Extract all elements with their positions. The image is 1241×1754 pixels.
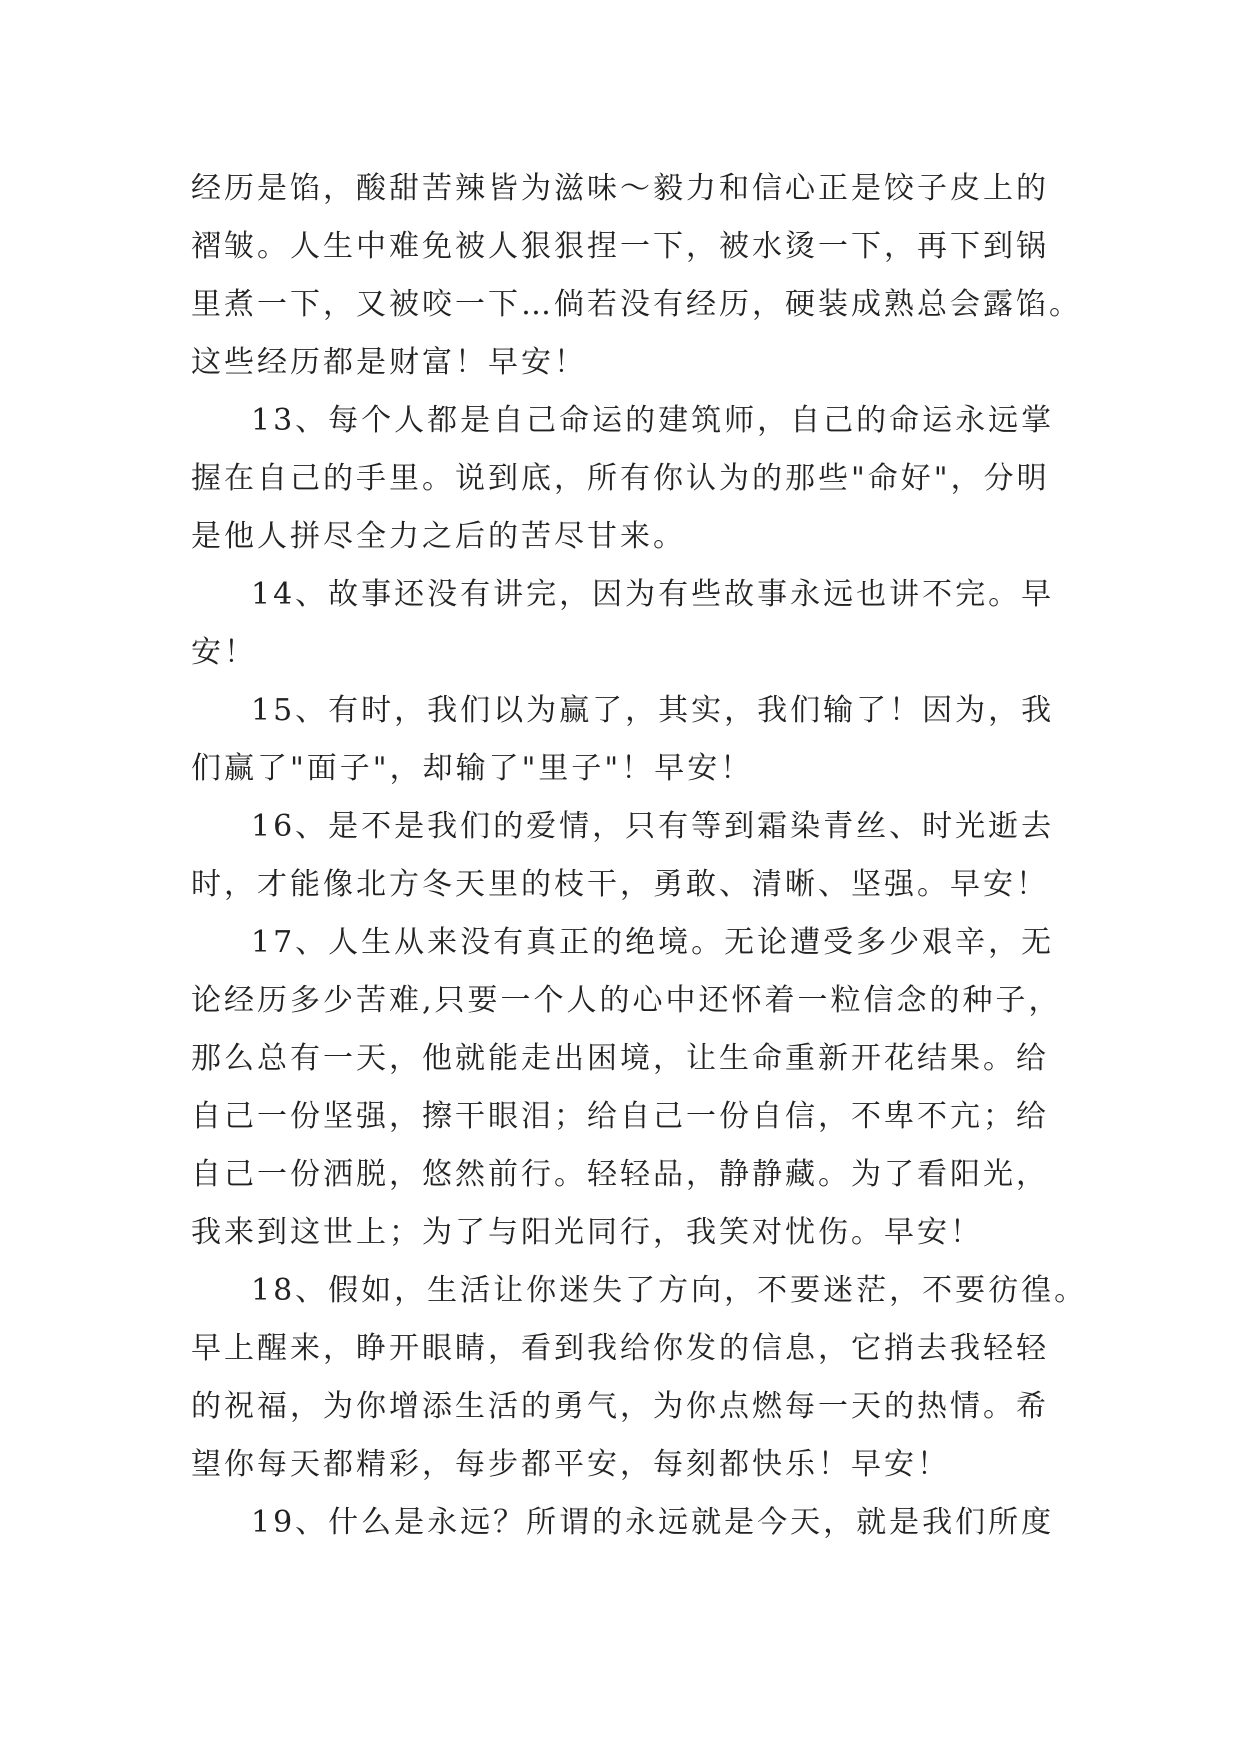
paragraph-line: 早上醒来，睁开眼睛，看到我给你发的信息，它捎去我轻轻 <box>191 1331 1049 1366</box>
paragraph-line: 的祝福，为你增添生活的勇气，为你点燃每一天的热情。希 <box>191 1389 1049 1424</box>
paragraph-line: 19、什么是永远？所谓的永远就是今天，就是我们所度 <box>251 1505 1055 1540</box>
paragraph-line: 经历是馅，酸甜苦辣皆为滋味～毅力和信心正是饺子皮上的 <box>191 171 1049 206</box>
paragraph-line: 自己一份洒脱，悠然前行。轻轻品，静静藏。为了看阳光， <box>191 1157 1049 1192</box>
paragraph-line: 13、每个人都是自己命运的建筑师，自己的命运永远掌 <box>251 403 1055 438</box>
paragraph-line: 15、有时，我们以为赢了，其实，我们输了！因为，我 <box>251 693 1055 728</box>
paragraph-line: 时，才能像北方冬天里的枝干，勇敢、清晰、坚强。早安！ <box>191 867 1049 902</box>
paragraph-line: 我来到这世上；为了与阳光同行，我笑对忧伤。早安！ <box>191 1215 983 1250</box>
document-body <box>191 160 1088 1552</box>
paragraph-line: 里煮一下，又被咬一下…倘若没有经历，硬装成熟总会露馅。 <box>191 287 1082 322</box>
paragraph-line: 望你每天都精彩，每步都平安，每刻都快乐！早安！ <box>191 1447 950 1482</box>
paragraph-line: 是他人拼尽全力之后的苦尽甘来。 <box>191 519 686 554</box>
paragraph-line: 14、故事还没有讲完，因为有些故事永远也讲不完。早 <box>251 577 1055 612</box>
paragraph-line: 那么总有一天，他就能走出困境，让生命重新开花结果。给 <box>191 1041 1049 1076</box>
paragraph-line: 17、人生从来没有真正的绝境。无论遭受多少艰辛，无 <box>251 925 1055 960</box>
paragraph-line: 褶皱。人生中难免被人狠狠捏一下，被水烫一下，再下到锅 <box>191 229 1049 264</box>
paragraph-line: 们赢了"面子"，却输了"里子"！早安！ <box>191 751 754 786</box>
paragraph-line: 18、假如，生活让你迷失了方向，不要迷茫，不要彷徨。 <box>251 1273 1088 1308</box>
paragraph-line: 握在自己的手里。说到底，所有你认为的那些"命好"，分明 <box>191 461 1050 496</box>
paragraph-line: 这些经历都是财富！早安！ <box>191 345 587 380</box>
paragraph-line: 论经历多少苦难,只要一个人的心中还怀着一粒信念的种子， <box>191 983 1062 1018</box>
paragraph-line: 16、是不是我们的爱情，只有等到霜染青丝、时光逝去 <box>251 809 1055 844</box>
paragraph-line: 安！ <box>191 635 257 670</box>
paragraph-line: 自己一份坚强，擦干眼泪；给自己一份自信，不卑不亢；给 <box>191 1099 1049 1134</box>
